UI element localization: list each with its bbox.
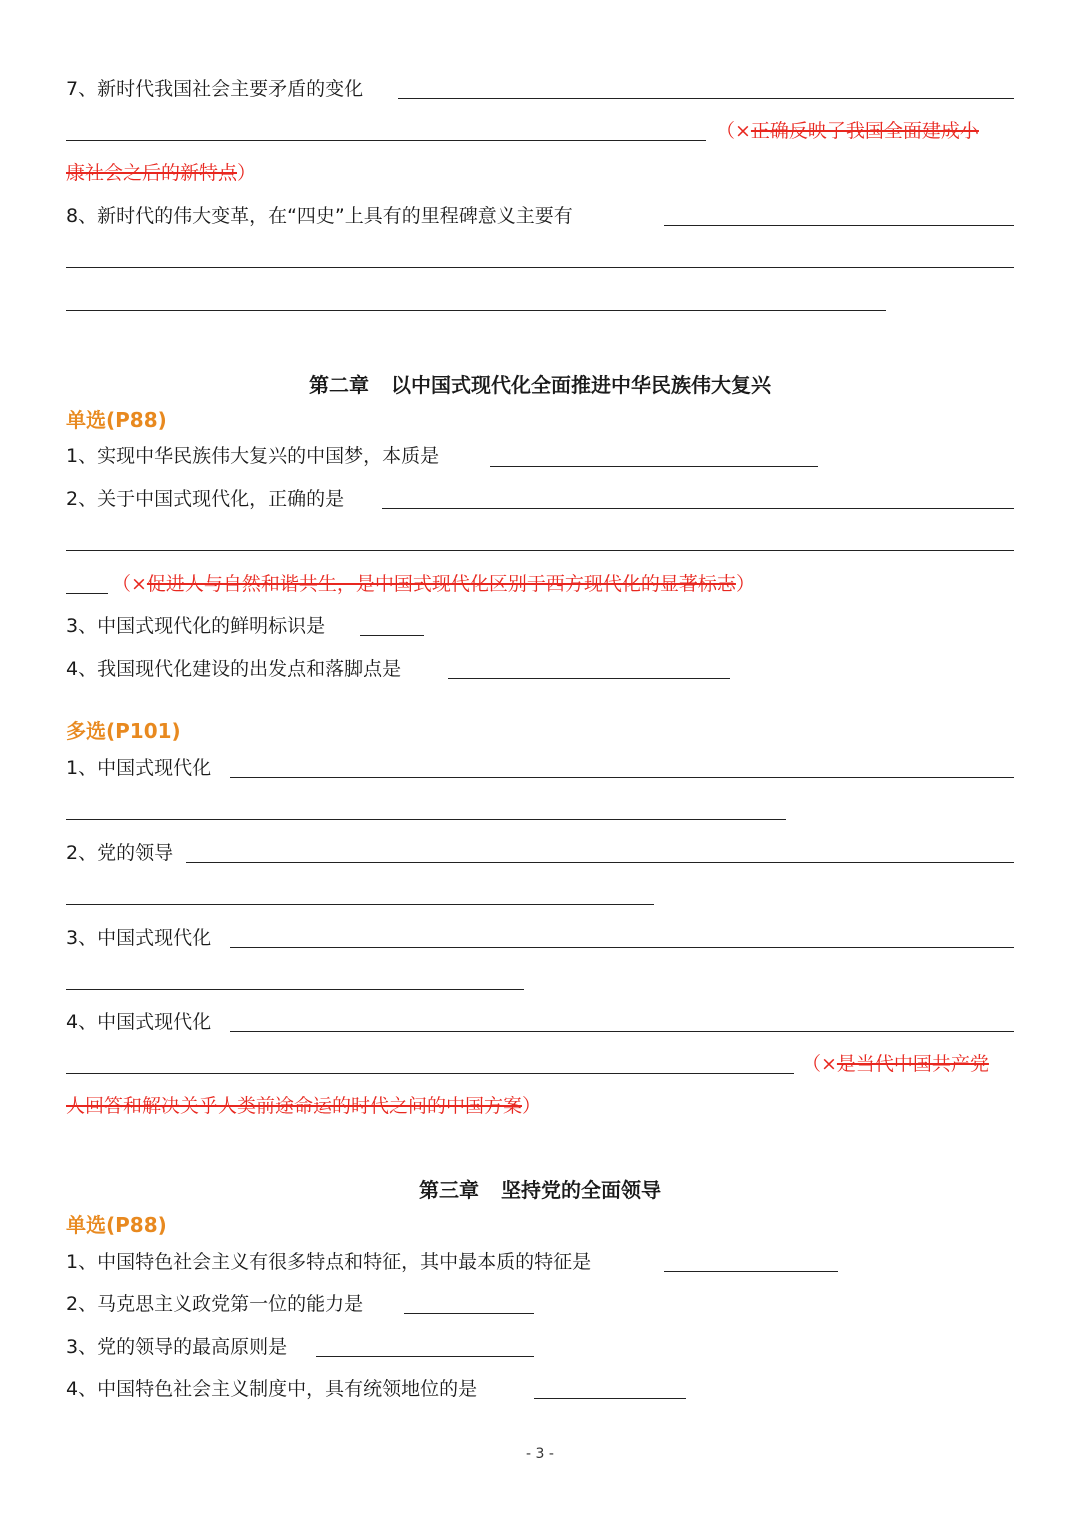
answer-blank[interactable] <box>534 1398 686 1399</box>
answer-blank[interactable] <box>316 1356 534 1357</box>
single-choice-heading: 单选(P88) <box>66 408 167 432</box>
page-number: - 3 - <box>526 1446 554 1462</box>
answer-blank[interactable] <box>66 904 654 905</box>
answer-blank[interactable] <box>490 466 818 467</box>
ch2-multi-q2: 2、党的领导 <box>66 842 174 864</box>
answer-blank[interactable] <box>360 635 424 636</box>
chapter-2-title: 第二章 以中国式现代化全面推进中华民族伟大复兴 <box>309 373 771 397</box>
ch3-single-q4: 4、中国特色社会主义制度中，具有统领地位的是 <box>66 1378 478 1400</box>
answer-blank[interactable] <box>230 777 1014 778</box>
correction-text: 人回答和解决关乎人类前途命运的时代之问的中国方案 <box>66 1095 523 1117</box>
answer-blank[interactable] <box>66 140 706 141</box>
answer-blank[interactable] <box>664 1271 838 1272</box>
answer-blank[interactable] <box>398 98 1014 99</box>
answer-blank[interactable] <box>66 989 524 990</box>
answer-blank[interactable] <box>66 310 886 311</box>
ch2-multi-q4: 4、中国式现代化 <box>66 1011 212 1033</box>
ch2-multi-q1: 1、中国式现代化 <box>66 757 212 779</box>
answer-blank[interactable] <box>66 267 1014 268</box>
answer-blank[interactable] <box>230 1031 1014 1032</box>
correction-note-ch2-q2: （×促进人与自然和谐共生，是中国式现代化区别于西方现代化的显著标志） <box>112 573 755 595</box>
answer-blank[interactable] <box>382 508 1014 509</box>
ch2-single-q1: 1、实现中华民族伟大复兴的中国梦，本质是 <box>66 445 440 467</box>
correction-note-ch2-multi-q4-cont: 人回答和解决关乎人类前途命运的时代之问的中国方案） <box>66 1095 542 1117</box>
question-8 <box>66 203 573 229</box>
ch2-single-q4: 4、我国现代化建设的出发点和落脚点是 <box>66 658 402 680</box>
chapter-3-title: 第三章 坚持党的全面领导 <box>419 1178 661 1202</box>
correction-text: 康社会之后的新特点 <box>66 162 238 184</box>
correction-note-q7: （×正确反映了我国全面建成小 <box>716 120 979 142</box>
correction-note-q7-cont: 康社会之后的新特点） <box>66 162 257 184</box>
ch2-single-q3: 3、中国式现代化的鲜明标识是 <box>66 615 326 637</box>
answer-blank[interactable] <box>230 947 1014 948</box>
question-7-label: 7、新时代我国社会主要矛盾的变化 <box>66 78 364 100</box>
answer-blank[interactable] <box>664 225 1014 226</box>
answer-blank[interactable] <box>66 593 108 594</box>
question-8-label: 8、新时代的伟大变革，在“四史”上具有的里程碑意义主要有 <box>66 205 573 227</box>
answer-blank[interactable] <box>66 819 786 820</box>
ch3-single-q1: 1、中国特色社会主义有很多特点和特征，其中最本质的特征是 <box>66 1251 592 1273</box>
answer-blank[interactable] <box>66 550 1014 551</box>
ch3-single-q2: 2、马克思主义政党第一位的能力是 <box>66 1293 364 1315</box>
answer-blank[interactable] <box>66 1073 794 1074</box>
ch2-single-q2: 2、关于中国式现代化，正确的是 <box>66 488 345 510</box>
answer-blank[interactable] <box>186 862 1014 863</box>
multiple-choice-heading: 多选(P101) <box>66 719 181 743</box>
correction-note-ch2-multi-q4: （×是当代中国共产党 <box>802 1053 989 1075</box>
correction-text: 促进人与自然和谐共生，是中国式现代化区别于西方现代化的显著标志 <box>146 573 736 595</box>
correction-text: 正确反映了我国全面建成小 <box>750 120 979 142</box>
question-7 <box>66 76 363 102</box>
answer-blank[interactable] <box>448 678 730 679</box>
ch3-single-q3: 3、党的领导的最高原则是 <box>66 1336 288 1358</box>
answer-blank[interactable] <box>404 1313 534 1314</box>
ch2-multi-q3: 3、中国式现代化 <box>66 927 212 949</box>
single-choice-heading: 单选(P88) <box>66 1213 167 1237</box>
correction-text: 是当代中国共产党 <box>836 1053 989 1075</box>
